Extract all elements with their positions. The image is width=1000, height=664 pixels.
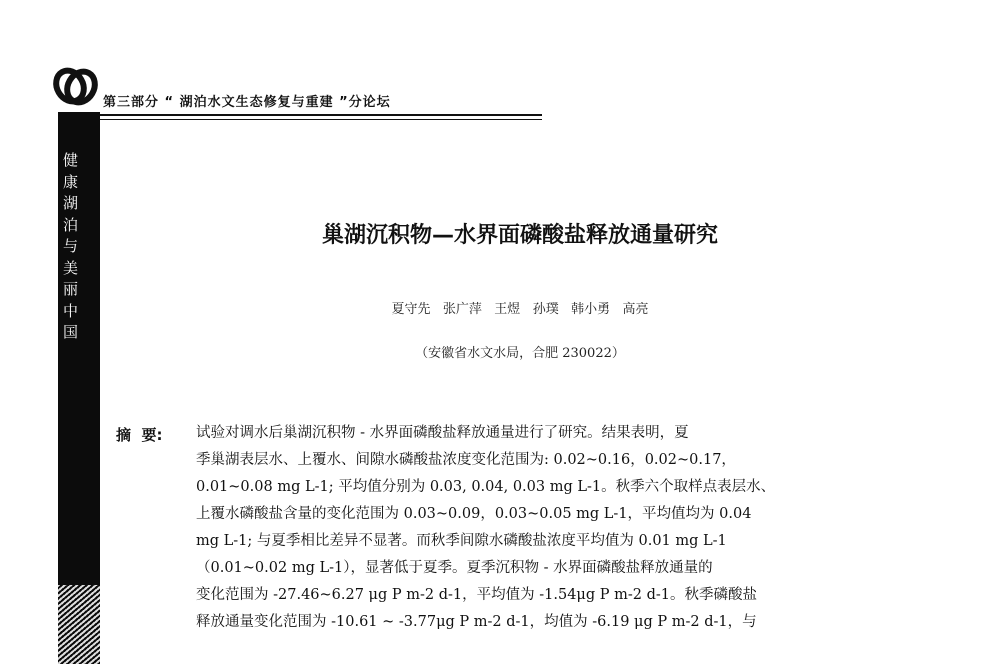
paper-authors: 夏守先 张广萍 王煜 孙璞 韩小勇 高亮 — [391, 302, 649, 317]
knot-logo-icon — [50, 62, 102, 112]
header-rule-thick — [100, 114, 542, 116]
abstract-line: 0.01~0.08 mg L-1; 平均值分别为 0.03, 0.04, 0.03 mg L-1。秋季六个取样点表层水、 — [196, 479, 776, 495]
section-header: 第三部分 “ 湖泊水文生态修复与重建 ”分论坛 — [103, 95, 391, 110]
abstract-line: 上覆水磷酸盐含量的变化范围为 0.03~0.09，0.03~0.05 mg L-1，平均值均为 0.04 — [196, 506, 752, 522]
abstract-line: 释放通量变化范围为 -10.61 ~ -3.77μg P m-2 d-1，均值为 -6.19 μg P m-2 d-1，与 — [196, 614, 757, 630]
paper-title: 巢湖沉积物—水界面磷酸盐释放通量研究 — [321, 223, 718, 248]
abstract-line: 季巢湖表层水、上覆水、间隙水磷酸盐浓度变化范围为: 0.02~0.16，0.02~0.17， — [196, 452, 736, 468]
abstract-line: （0.01~0.02 mg L-1），显著低于夏季。夏季沉积物 - 水界面磷酸盐释放通量的 — [196, 560, 713, 576]
abstract-line: mg L-1; 与夏季相比差异不显著。而秋季间隙水磷酸盐浓度平均值为 0.01 mg L-1 — [196, 533, 727, 549]
paper-affiliation: （安徽省水文水局，合肥 230022） — [415, 346, 625, 361]
abstract-label: 摘 要: — [116, 426, 163, 444]
abstract-line: 变化范围为 -27.46~6.27 μg P m-2 d-1，平均值为 -1.54μg P m-2 d-1。秋季磷酸盐 — [196, 587, 757, 603]
sidebar-vertical-title: 健康湖泊与美丽中国 — [62, 151, 78, 341]
abstract-line: 试验对调水后巢湖沉积物 - 水界面磷酸盐释放通量进行了研究。结果表明，夏 — [196, 425, 689, 441]
sidebar-pattern — [58, 585, 100, 664]
header-rule-thin — [100, 119, 542, 120]
